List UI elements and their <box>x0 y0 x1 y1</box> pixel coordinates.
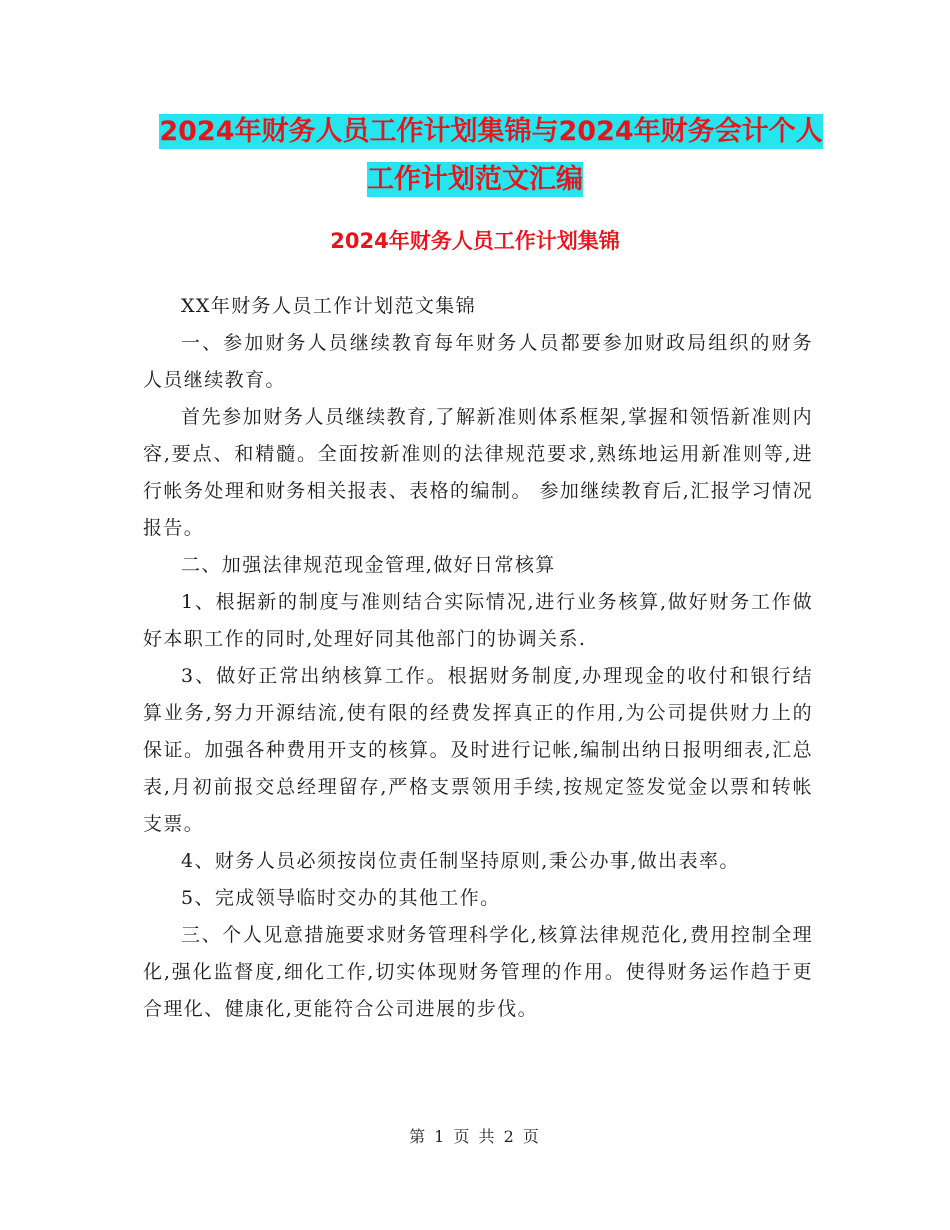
document-title <box>0 108 950 204</box>
paragraph: 3、做好正常出纳核算工作。根据财务制度,办理现金的收付和银行结算业务,努力开源结流,使有限的经费发挥真正的作用,为公司提供财力上的保证。加强各种费用开支的核算。及时进行记帐,编制出纳日报明细表,汇总表,月初前报交总经理留存,严格支票领用手续,按规定签发觉金以票和转帐支票。 <box>143 665 813 835</box>
paragraph: 首先参加财务人员继续教育,了解新准则体系框架,掌握和领悟新准则内容,要点、和精髓。全面按新准则的法律规范要求,熟练地运用新准则等,进行帐务处理和财务相关报表、表格的编制。 参加继续教育后,汇报学习情况报告。 <box>143 406 813 539</box>
page-number-footer: 第 1 页 共 2 页 <box>409 1127 541 1146</box>
paragraph: 二、加强法律规范现金管理,做好日常核算 <box>181 554 556 576</box>
paragraph: 1、根据新的制度与准则结合实际情况,进行业务核算,做好财务工作做好本职工作的同时,处理好同其他部门的协调关系. <box>143 591 813 650</box>
document-title-line-1: 2024年财务人员工作计划集锦与2024年财务会计个人 <box>159 116 823 147</box>
paragraph: 一、参加财务人员继续教育每年财务人员都要参加财政局组织的财务人员继续教育。 <box>143 332 813 391</box>
paragraph: XX年财务人员工作计划范文集锦 <box>181 295 477 317</box>
paragraph: 4、财务人员必须按岗位责任制坚持原则,秉公办事,做出表率。 <box>181 850 740 872</box>
document-body <box>143 288 813 1028</box>
paragraph: 5、完成领导临时交办的其他工作。 <box>181 887 501 909</box>
section-title: 2024年财务人员工作计划集锦 <box>330 229 620 253</box>
paragraph: 三、个人见意措施要求财务管理科学化,核算法律规范化,费用控制全理化,强化监督度,细化工作,切实体现财务管理的作用。使得财务运作趋于更合理化、健康化,更能符合公司进展的步伐。 <box>143 924 813 1020</box>
document-title-line-2: 工作计划范文汇编 <box>367 164 583 195</box>
